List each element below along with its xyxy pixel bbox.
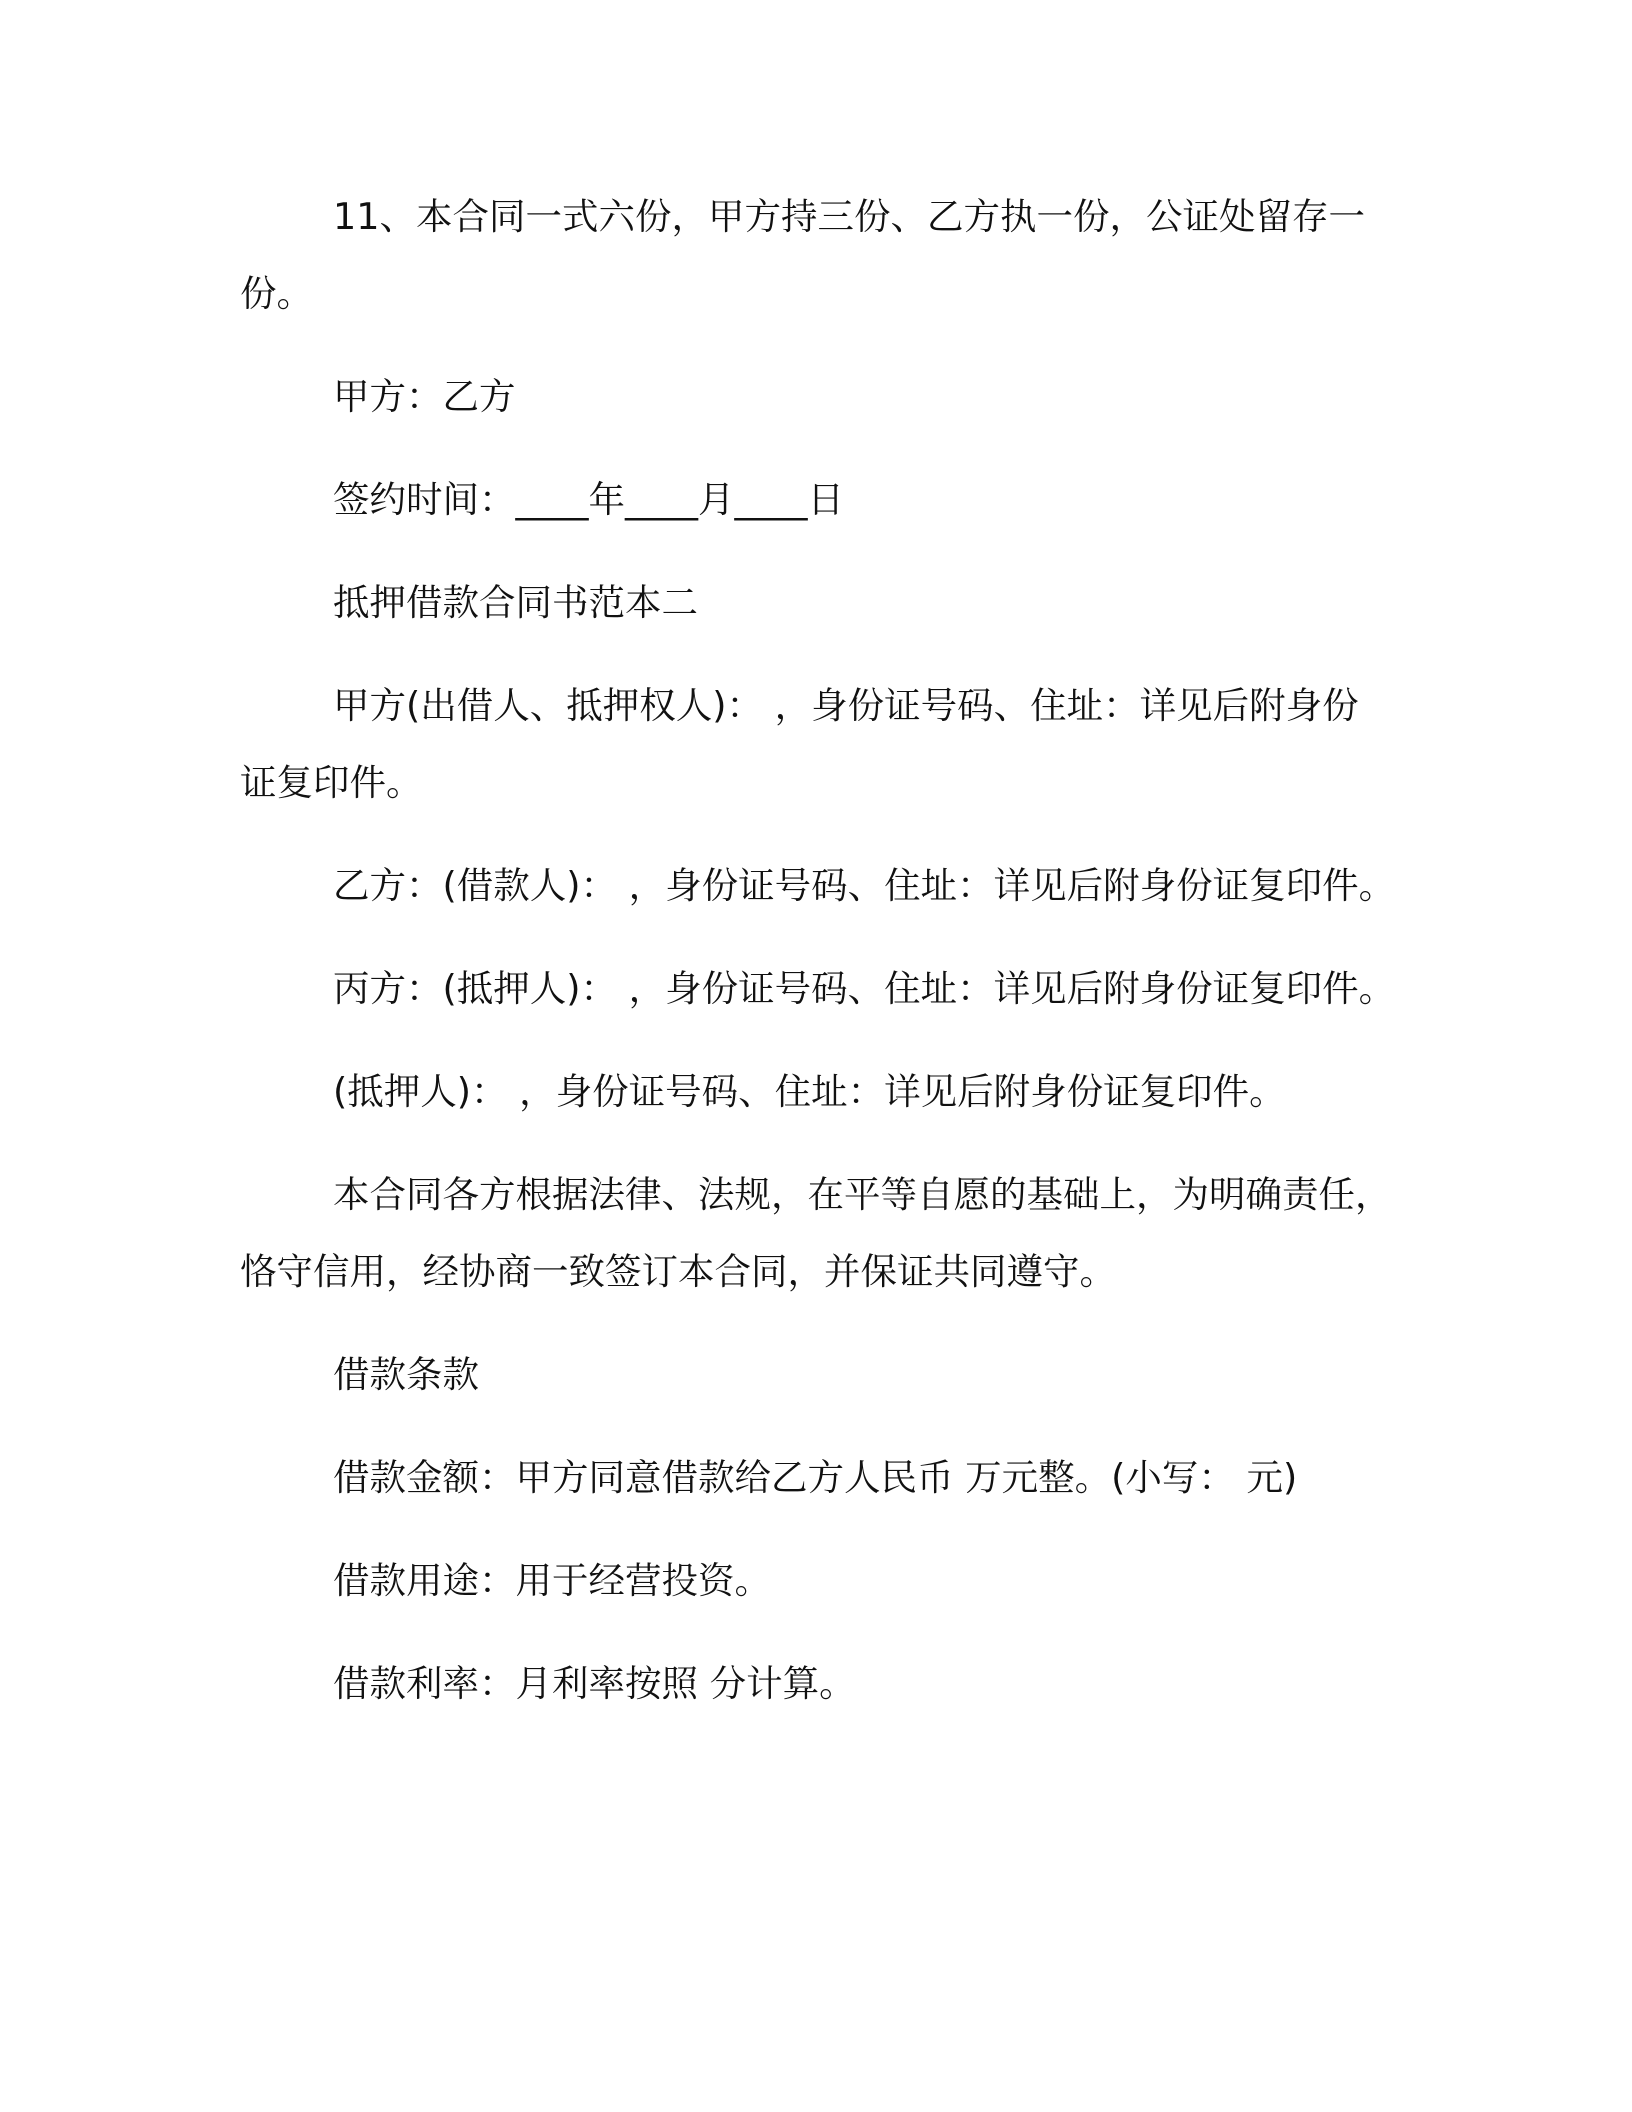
party-c-second-paragraph xyxy=(240,1053,1632,1130)
loan-purpose-line: 借款用途：用于经营投资。 xyxy=(333,1559,771,1602)
signatories-line: 甲方：乙方 xyxy=(333,375,516,418)
loan-amount-line: 借款金额：甲方同意借款给乙方人民币 万元整。(小写： 元) xyxy=(333,1456,1298,1499)
loan-terms-heading-paragraph xyxy=(240,1336,1632,1413)
party-c-paragraph xyxy=(240,950,1632,1027)
party-a-paragraph xyxy=(240,667,1632,821)
loan-terms-heading: 借款条款 xyxy=(333,1353,479,1396)
section-title: 抵押借款合同书范本二 xyxy=(333,581,698,624)
loan-purpose-paragraph xyxy=(240,1542,1632,1619)
party-a-line-1: 甲方(出借人、抵押权人)： ，身份证号码、住址：详见后附身份 xyxy=(333,684,1359,727)
party-c-line: 丙方：(抵押人)： ，身份证号码、住址：详见后附身份证复印件。 xyxy=(333,967,1396,1010)
signing-date-line: 签约时间：____年____月____日 xyxy=(333,478,844,521)
interest-rate-paragraph xyxy=(240,1645,1632,1722)
preamble-line-1: 本合同各方根据法律、法规，在平等自愿的基础上，为明确责任， xyxy=(333,1173,1392,1216)
party-c-second-line: (抵押人)： ，身份证号码、住址：详见后附身份证复印件。 xyxy=(333,1070,1286,1113)
signatories-paragraph xyxy=(240,358,1632,435)
preamble-line-2: 恪守信用，经协商一致签订本合同，并保证共同遵守。 xyxy=(240,1250,1116,1293)
preamble-paragraph xyxy=(240,1156,1632,1310)
signing-date-paragraph xyxy=(240,461,1632,538)
section-title-paragraph xyxy=(240,564,1632,641)
party-b-paragraph xyxy=(240,847,1632,924)
interest-rate-line: 借款利率：月利率按照 分计算。 xyxy=(333,1662,856,1705)
clause-11-line-1: 11、本合同一式六份，甲方持三份、乙方执一份，公证处留存一 xyxy=(333,195,1365,238)
clause-11-paragraph xyxy=(240,178,1632,332)
loan-amount-paragraph xyxy=(240,1439,1632,1516)
clause-11-line-2: 份。 xyxy=(240,272,313,315)
party-a-line-2: 证复印件。 xyxy=(240,761,423,804)
party-b-line: 乙方：(借款人)： ，身份证号码、住址：详见后附身份证复印件。 xyxy=(333,864,1396,907)
